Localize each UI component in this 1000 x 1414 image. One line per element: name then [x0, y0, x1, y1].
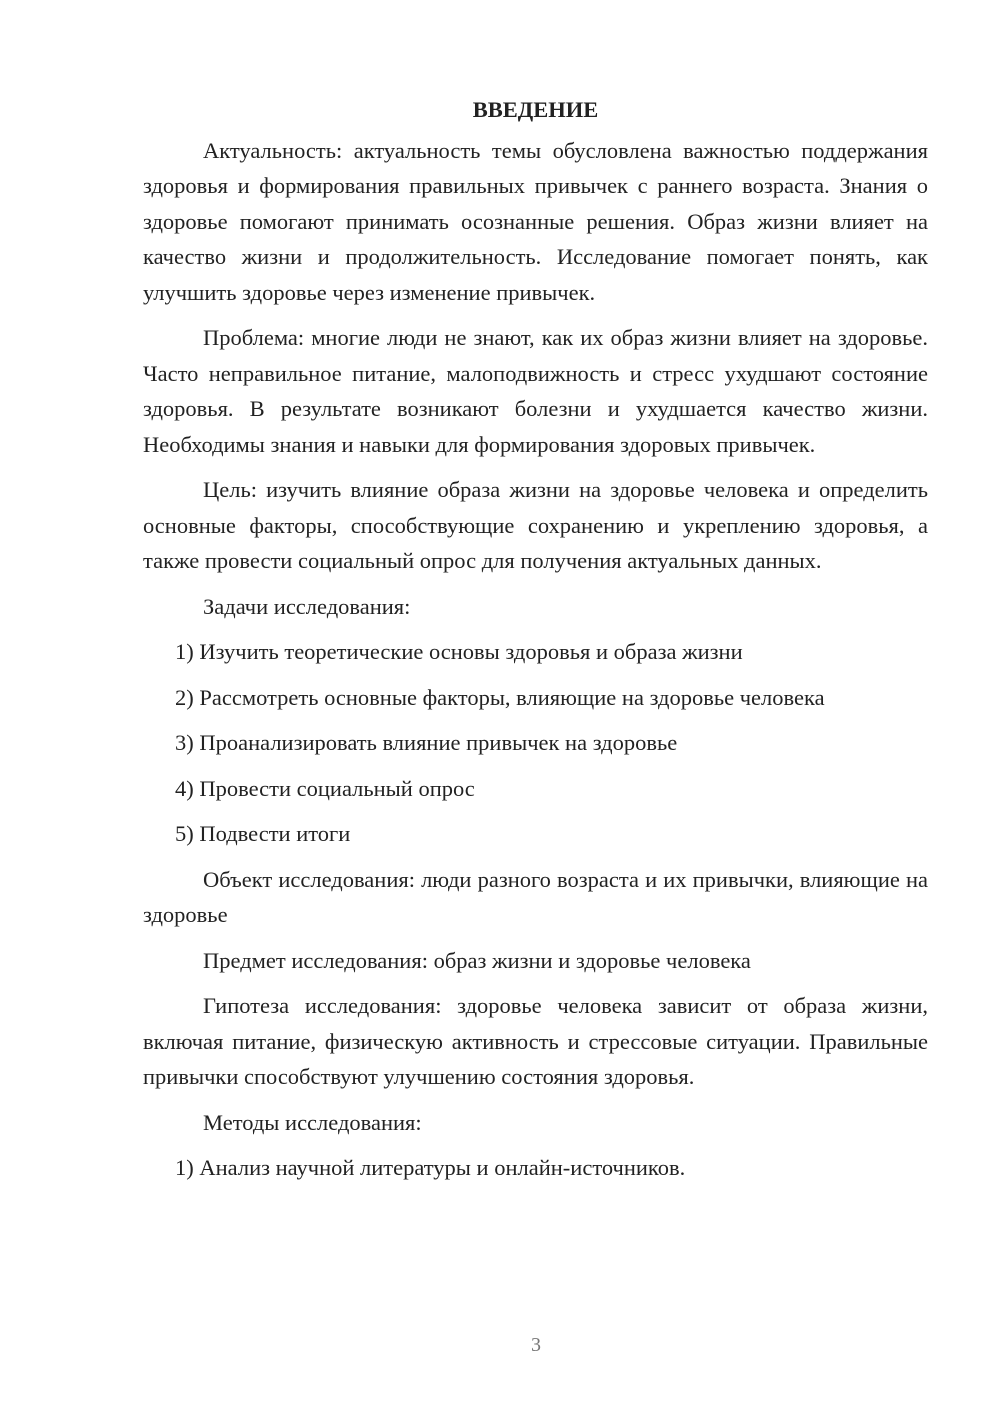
task-item-3: 3) Проанализировать влияние привычек на здоровье	[175, 730, 678, 755]
methods-heading: Методы исследования:	[203, 1109, 422, 1135]
method-item-1: 1) Анализ научной литературы и онлайн-источников.	[175, 1155, 686, 1180]
task-item-4: 4) Провести социальный опрос	[175, 775, 475, 801]
page-number: 3	[531, 1334, 541, 1356]
hypothesis-paragraph: Гипотеза исследования: здоровье человека зависит от образа жизни, включая питание, физическую активность и стрессовые ситуации. Правильные привычки способствуют улучшению состояния здоровья.	[143, 993, 928, 1089]
document-page	[143, 92, 928, 1196]
methods-list	[143, 1150, 928, 1186]
actuality-paragraph: Актуальность: актуальность темы обусловлена важностью поддержания здоровья и формирования правильных привычек с раннего возраста. Знания о здоровье помогают принимать осознанные решения. Образ жизни влияет на качество жизни и продолжительность. Исследование помогает понять, как улучшить здоровье через изменение привычек.	[143, 137, 928, 305]
tasks-heading: Задачи исследования:	[203, 593, 411, 619]
task-item-2: 2) Рассмотреть основные факторы, влияющие на здоровье человека	[175, 684, 825, 710]
goal-paragraph: Цель: изучить влияние образа жизни на здоровье человека и определить основные факторы, способствующие сохранению и укреплению здоровья, а также провести социальный опрос для получения актуальных данных.	[143, 477, 928, 573]
subject-paragraph: Предмет исследования: образ жизни и здоровье человека	[203, 947, 751, 973]
task-item-5: 5) Подвести итоги	[175, 821, 351, 846]
task-item-1: 1) Изучить теоретические основы здоровья и образа жизни	[175, 639, 743, 664]
section-title: ВВЕДЕНИЕ	[472, 97, 599, 122]
problem-paragraph: Проблема: многие люди не знают, как их образ жизни влияет на здоровье. Часто неправильное питание, малоподвижность и стресс ухудшают состояние здоровья. В результате возникают болезни и ухудшается качество жизни. Необходимы знания и навыки для формирования здоровых привычек.	[143, 325, 928, 457]
tasks-list	[143, 634, 928, 852]
object-paragraph: Объект исследования: люди разного возраста и их привычки, влияющие на здоровье	[143, 866, 928, 927]
